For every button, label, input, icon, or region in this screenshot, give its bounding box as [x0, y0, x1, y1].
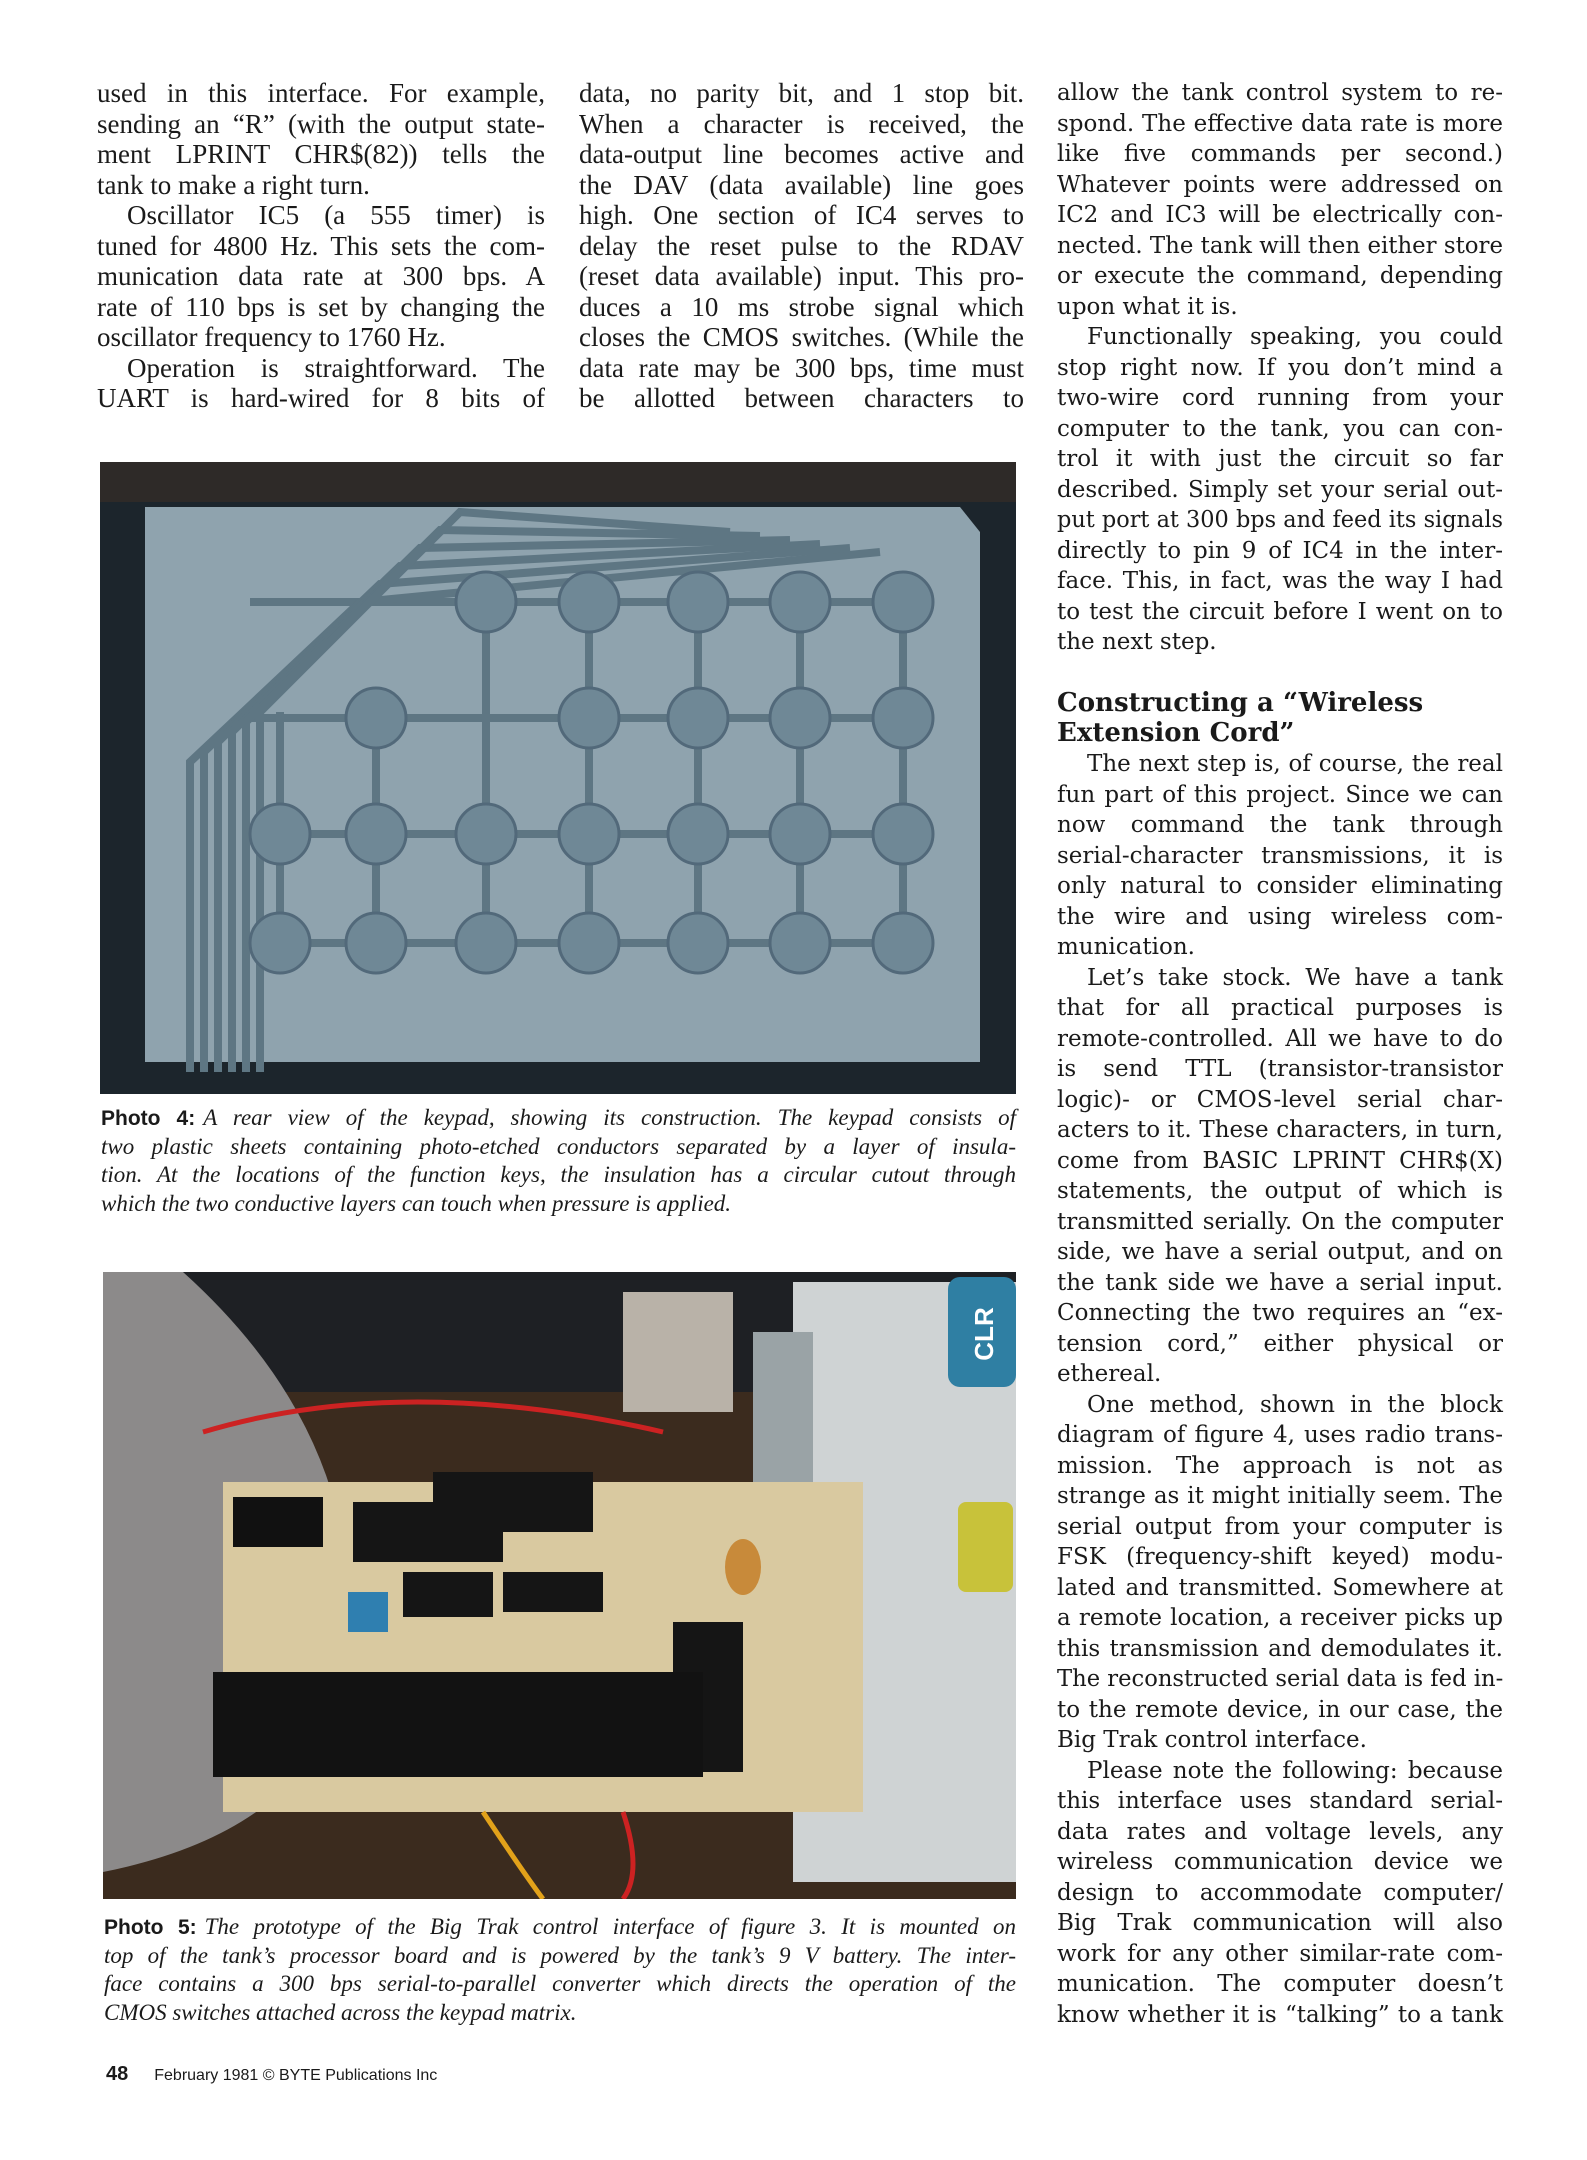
text-line: The reconstructed serial data is fed in- — [1057, 1666, 1504, 1692]
key-contact — [456, 804, 516, 864]
text-line: now command the tank through — [1057, 812, 1503, 838]
text-line: face. This, in fact, was the way I had — [1057, 568, 1503, 594]
text-line: high. One section of IC4 serves to — [579, 200, 1024, 230]
text-line: the DAV (data available) line goes — [579, 169, 1024, 200]
caption-label: Photo 5: — [104, 1916, 197, 1939]
text-line: wireless communication device we — [1057, 1849, 1503, 1875]
text-line: used in this interface. For example, — [97, 78, 545, 108]
text-line: work for any other similar-rate com- — [1057, 1940, 1503, 1967]
text-line: data, no parity bit, and 1 stop bit. — [579, 78, 1024, 108]
key-contact — [873, 572, 933, 632]
column-1-text — [97, 78, 545, 414]
text-line: acters to it. These characters, in turn, — [1057, 1117, 1503, 1143]
column-2-text — [579, 78, 1024, 414]
text-line: nected. The tank will then either store — [1057, 232, 1503, 259]
text-line: stop right now. If you don’t mind a — [1057, 354, 1503, 381]
text-line: come from BASIC LPRINT CHR$(X) — [1057, 1147, 1503, 1174]
key-contact — [770, 804, 830, 864]
caption-line: face contains a 300 bps serial-to-parallel converter which directs the operation of the — [104, 1971, 1016, 1996]
key-contact — [770, 572, 830, 632]
text-line: side, we have a serial output, and on — [1057, 1239, 1503, 1265]
text-line: data rates and voltage levels, any — [1057, 1818, 1503, 1845]
text-line: know whether it is “talking” to a tank — [1057, 2001, 1503, 2028]
caption-line: top of the tank’s processor board and is powered by the tank’s 9 V battery. The inter- — [104, 1942, 1016, 1968]
key-contact — [770, 688, 830, 748]
text-line: When a character is received, the — [579, 108, 1024, 139]
text-line: like five commands per second.) — [1057, 141, 1503, 167]
column-3-text-bottom — [1057, 749, 1503, 2030]
caption-line — [104, 1913, 1016, 1942]
text-line: data-output line becomes active and — [579, 139, 1024, 169]
text-line: put port at 300 bps and feed its signals — [1057, 507, 1503, 533]
text-line: serial-character transmissions, it is — [1057, 842, 1503, 869]
text-line: only natural to consider eliminating — [1057, 873, 1503, 899]
text-line: to test the circuit before I went on to — [1057, 598, 1503, 625]
text-line: diagram of figure 4, uses radio trans- — [1057, 1422, 1503, 1448]
text-line: (reset data available) input. This pro- — [579, 261, 1024, 291]
text-line: spond. The effective data rate is more — [1057, 110, 1503, 137]
page-number: 48 — [106, 2063, 129, 2085]
text-line: Big Trak communication will also — [1057, 1910, 1503, 1936]
text-line: duces a 10 ms strobe signal which — [579, 291, 1024, 322]
caption-label: Photo 4: — [101, 1107, 196, 1130]
key-contact — [668, 913, 728, 973]
text-line: this interface uses standard serial- — [1057, 1788, 1503, 1814]
key-contact — [456, 913, 516, 973]
text-line: Connecting the two requires an “ex- — [1057, 1300, 1503, 1326]
text-line: munication. The computer doesn’t — [1057, 1971, 1503, 1997]
key-contact — [346, 804, 406, 864]
text-line: sending an “R” (with the output state- — [97, 108, 545, 139]
key-contact — [873, 688, 933, 748]
text-line: closes the CMOS switches. (While the — [579, 322, 1024, 352]
key-contact — [873, 804, 933, 864]
key-contact — [250, 804, 310, 864]
text-line: statements, the output of which is — [1057, 1178, 1503, 1204]
text-line: ethereal. — [1057, 1361, 1162, 1387]
text-line: ment LPRINT CHR$(82)) tells the — [97, 139, 545, 169]
text-line: this transmission and demodulates it. — [1057, 1635, 1503, 1662]
text-line: tank to make a right turn. — [97, 169, 370, 200]
text-line: The next step is, of course, the real — [1087, 751, 1503, 777]
text-line: delay the reset pulse to the RDAV — [579, 230, 1024, 261]
uart-chip — [213, 1672, 703, 1777]
text-line: Operation is straightforward. The — [127, 352, 545, 383]
key-contact — [250, 913, 310, 973]
key-contact — [668, 804, 728, 864]
text-line: munication data rate at 300 bps. A — [97, 261, 545, 291]
key-contact — [346, 688, 406, 748]
section-heading — [1057, 688, 1503, 748]
text-line: Let’s take stock. We have a tank — [1087, 964, 1503, 991]
key-contact — [770, 913, 830, 973]
text-line: allow the tank control system to re- — [1057, 80, 1503, 106]
text-line: rate of 110 bps is set by changing the — [97, 291, 545, 322]
key-contact — [346, 913, 406, 973]
key-contact — [456, 572, 516, 632]
caption-line: two plastic sheets containing photo-etched conductors separated by a layer of insula- — [101, 1133, 1016, 1159]
text-line: trol it with just the circuit so far — [1057, 446, 1503, 472]
photo-4-keypad — [100, 462, 1016, 1094]
text-line: mission. The approach is not as — [1057, 1452, 1503, 1479]
text-line: oscillator frequency to 1760 Hz. — [97, 322, 446, 352]
text-line: is send TTL (transistor-transistor — [1057, 1056, 1503, 1082]
caption-text: The prototype of the Big Trak control interface of figure 3. It is mounted on — [204, 1914, 1016, 1939]
publication-info: February 1981 © BYTE Publications Inc — [154, 2067, 438, 2084]
text-line: design to accommodate computer/ — [1057, 1879, 1503, 1906]
clr-key-label: CLR — [969, 1307, 999, 1361]
caption-line: which the two conductive layers can touch when pressure is applied. — [101, 1190, 732, 1216]
text-line: Please note the following: because — [1087, 1757, 1503, 1784]
caption-text: A rear view of the keypad, showing its construction. The keypad consists of — [203, 1105, 1016, 1130]
text-line: serial output from your computer is — [1057, 1513, 1503, 1540]
key-contact — [559, 913, 619, 973]
text-line: two-wire cord running from your — [1057, 385, 1503, 411]
text-line: Functionally speaking, you could — [1087, 324, 1503, 350]
text-line: data rate may be 300 bps, time must — [579, 352, 1024, 383]
heading-line: Extension Cord” — [1057, 718, 1295, 748]
page-footer — [106, 2063, 437, 2086]
photo-5-prototype — [103, 1272, 1016, 1899]
text-line: computer to the tank, you can con- — [1057, 415, 1503, 442]
text-line: described. Simply set your serial out- — [1057, 476, 1503, 503]
text-line: to the remote device, in our case, the — [1057, 1696, 1503, 1723]
text-line: transmitted serially. On the computer — [1057, 1208, 1503, 1235]
key-contact — [873, 913, 933, 973]
text-line: tuned for 4800 Hz. This sets the com- — [97, 230, 545, 261]
text-line: strange as it might initially seem. The — [1057, 1483, 1503, 1509]
caption-line — [101, 1104, 1016, 1133]
text-line: upon what it is. — [1057, 293, 1238, 320]
text-line: fun part of this project. Since we can — [1057, 781, 1503, 808]
key-contact — [559, 572, 619, 632]
text-line: tension cord,” either physical or — [1057, 1330, 1503, 1357]
caption-line: tion. At the locations of the function keys, the insulation has a circular cutout through — [101, 1162, 1016, 1187]
text-line: lated and transmitted. Somewhere at — [1057, 1574, 1503, 1601]
text-line: FSK (frequency-shift keyed) modu- — [1057, 1544, 1503, 1570]
text-line: IC2 and IC3 will be electrically con- — [1057, 202, 1503, 228]
text-line: a remote location, a receiver picks up — [1057, 1605, 1503, 1631]
text-line: One method, shown in the block — [1087, 1391, 1503, 1418]
text-line: the wire and using wireless com- — [1057, 903, 1503, 930]
text-line: directly to pin 9 of IC4 in the inter- — [1057, 537, 1503, 564]
photo-5-caption — [104, 1913, 1016, 2027]
column-3-text-top — [1057, 78, 1503, 658]
photo-4-caption — [101, 1104, 1016, 1218]
caption-line: CMOS switches attached across the keypad matrix. — [104, 1999, 577, 2025]
text-line: Big Trak control interface. — [1057, 1727, 1367, 1753]
text-line: Whatever points were addressed on — [1057, 171, 1503, 198]
heading-line: Constructing a “Wireless — [1057, 688, 1424, 718]
key-contact — [559, 688, 619, 748]
text-line: or execute the command, depending — [1057, 263, 1503, 289]
text-line: logic)- or CMOS-level serial char- — [1057, 1086, 1503, 1113]
key-contact — [559, 804, 619, 864]
text-line: UART is hard-wired for 8 bits of — [97, 383, 545, 413]
key-contact — [668, 688, 728, 748]
text-line: the tank side we have a serial input. — [1057, 1269, 1503, 1296]
text-line: that for all practical purposes is — [1057, 995, 1503, 1021]
text-line: munication. — [1057, 934, 1195, 960]
prototype-image — [103, 1272, 1016, 1899]
text-line: be allotted between characters to — [579, 383, 1024, 413]
text-line: the next step. — [1057, 629, 1217, 655]
text-line: remote-controlled. All we have to do — [1057, 1025, 1503, 1052]
key-contact — [668, 572, 728, 632]
text-line: Oscillator IC5 (a 555 timer) is — [127, 200, 545, 230]
keypad-image — [100, 462, 1016, 1094]
